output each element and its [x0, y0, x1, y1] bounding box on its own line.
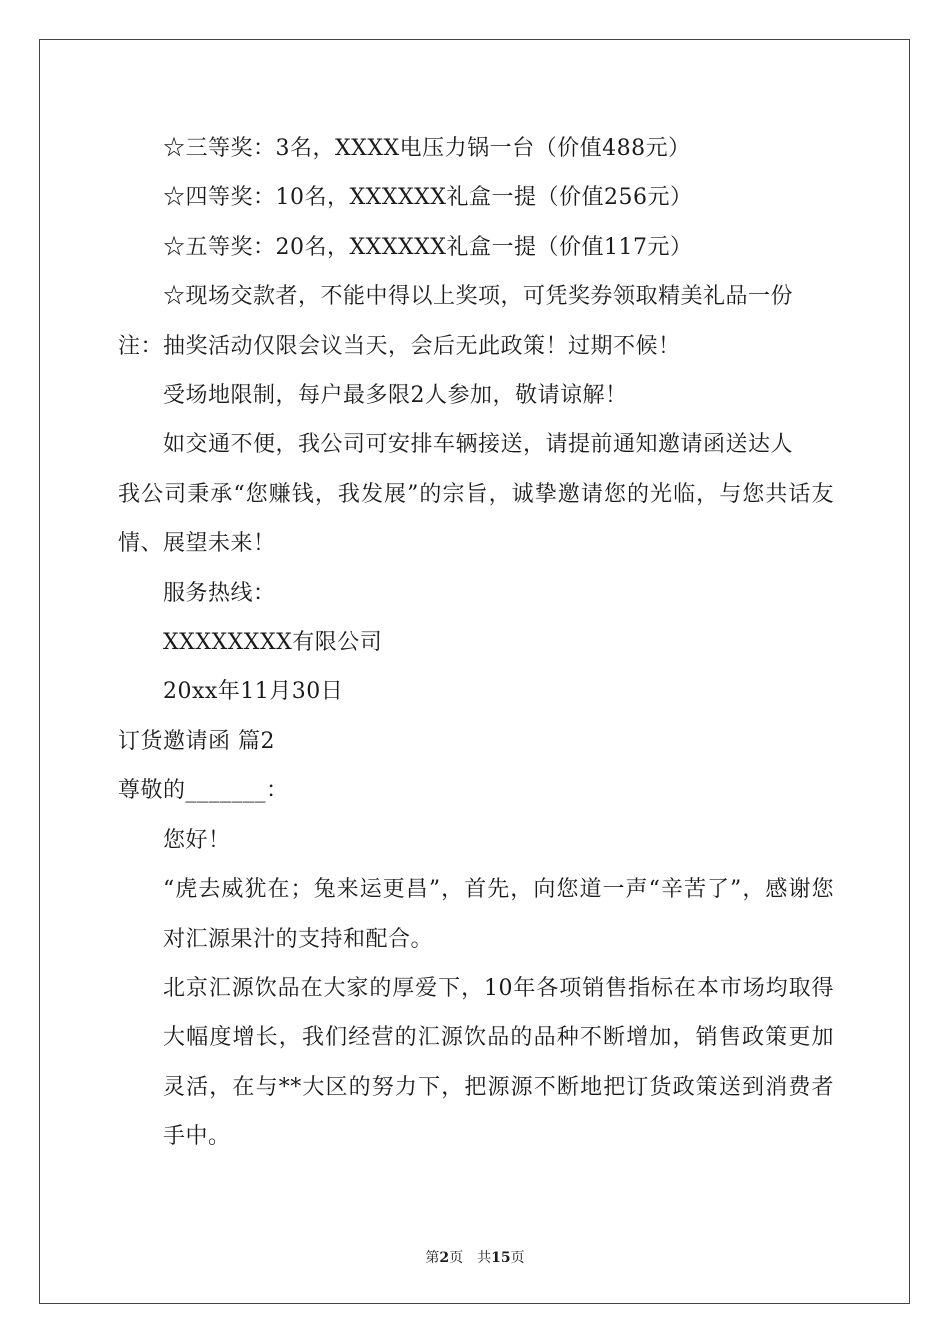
section-heading: 订货邀请函 篇2 — [118, 728, 275, 754]
footer-page-current: 2 — [439, 1250, 450, 1266]
footer-page-suffix: 页 — [510, 1250, 525, 1266]
paragraph-company-mission: 我公司秉承“您赚钱，我发展”的宗旨，诚挚邀请您的光临，与您共话友情、展望未来！ — [118, 481, 834, 557]
page-footer — [0, 1248, 950, 1268]
paragraph-transport: 如交通不便，我公司可安排车辆接送，请提前通知邀请函送达人 — [163, 432, 794, 458]
paragraph-company-name: XXXXXXXX有限公司 — [163, 630, 383, 656]
footer-page-prefix: 第 — [425, 1250, 440, 1266]
paragraph-salutation: 尊敬的_______： — [118, 778, 289, 804]
paragraph-greeting: 您好！ — [163, 827, 231, 853]
footer-page-mid: 页 共 — [449, 1250, 492, 1266]
paragraph-fifth-prize: ☆五等奖：20名，XXXXXX礼盒一提（价值117元） — [163, 234, 693, 260]
paragraph-hotline: 服务热线： — [163, 580, 276, 606]
paragraph-onsite-gift: ☆现场交款者，不能中得以上奖项，可凭奖券领取精美礼品一份 — [163, 284, 794, 310]
paragraph-company-growth: 北京汇源饮品在大家的厚爱下，10年各项销售指标在本市场均取得大幅度增长，我们经营的汇源饮品的品种不断增加，销售政策更加灵活，在与**大区的努力下，把源源不断地把订货政策送到消费者手中。 — [163, 975, 834, 1150]
paragraph-note: 注：抽奖活动仅限会议当天，会后无此政策！过期不候！ — [118, 333, 681, 359]
paragraph-venue-limit: 受场地限制，每户最多限2人参加，敬请谅解！ — [163, 383, 628, 409]
paragraph-third-prize: ☆三等奖：3名，XXXX电压力锅一台（价值488元） — [163, 136, 691, 161]
paragraph-thanks: “虎去威犹在；兔来运更昌”，首先，向您道一声“辛苦了”，感谢您对汇源果汁的支持和配合。 — [163, 877, 834, 952]
footer-page-total: 15 — [491, 1250, 511, 1266]
paragraph-fourth-prize: ☆四等奖：10名，XXXXXX礼盒一提（价值256元） — [163, 185, 693, 211]
document-body — [118, 124, 834, 1162]
paragraph-date: 20xx年11月30日 — [163, 679, 344, 705]
